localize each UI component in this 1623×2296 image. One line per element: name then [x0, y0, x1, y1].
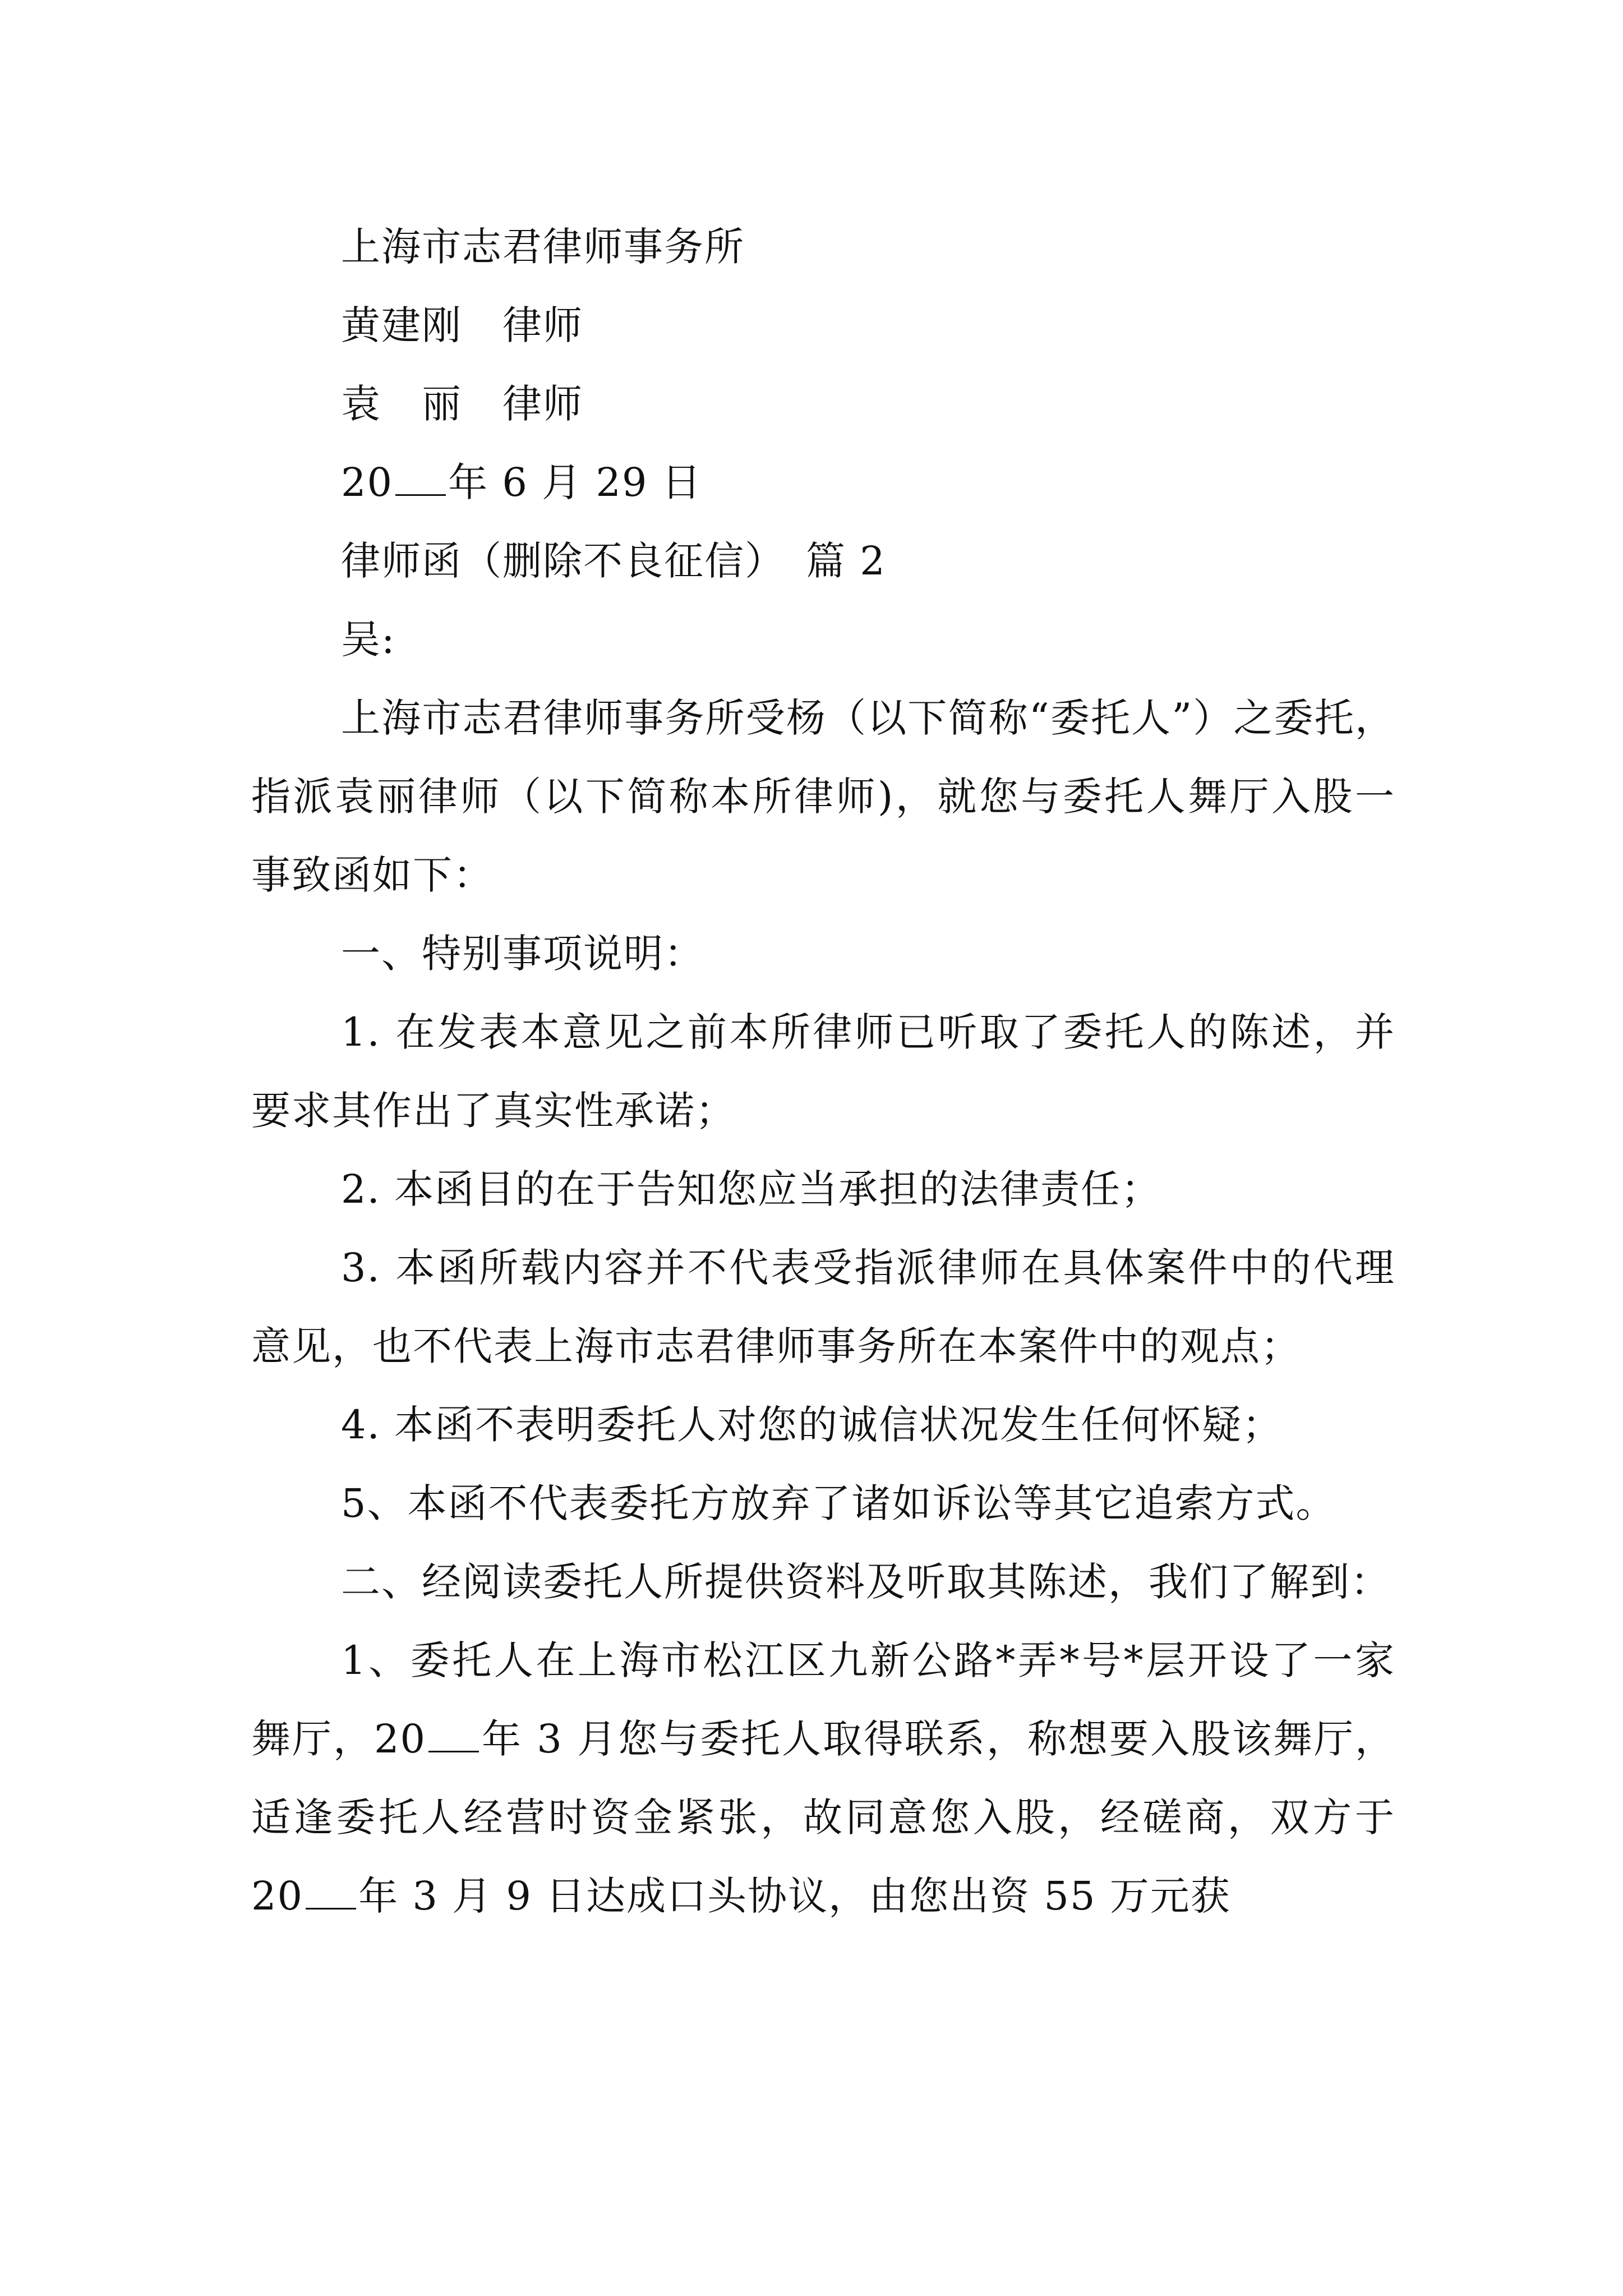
fact-paragraph-1 — [251, 1621, 1395, 1935]
note-item-2: 2. 本函目的在于告知您应当承担的法律责任； — [341, 1166, 1162, 1212]
intro-paragraph: 上海市志君律师事务所受杨（以下简称“委托人”）之委托，指派袁丽律师（以下简称本所律师)，就您与委托人舞厅入股一事致函如下： — [251, 695, 1395, 898]
date-prefix: 20 — [341, 459, 394, 505]
section-title: 律师函（删除不良征信） 篇 2 — [341, 538, 886, 584]
note-item-1: 1. 在发表本意见之前本所律师已听取了委托人的陈述，并要求其作出了真实性承诺； — [251, 1009, 1395, 1134]
firm-name: 上海市志君律师事务所 — [341, 224, 745, 270]
date-suffix: 年 6 月 29 日 — [448, 459, 702, 505]
fact1-part-c: 年 3 月 9 日达成口头协议，由您出资 55 万元获 — [358, 1873, 1231, 1919]
lawyer-name-1: 黄建刚 律师 — [341, 302, 583, 348]
note-item-4: 4. 本函不表明委托人对您的诚信状况发生任何怀疑； — [341, 1402, 1283, 1448]
fact1-part-a: 1、委托人在上海市松江区九新公路*弄*号*层开设了一家舞厅，20 — [251, 1637, 1395, 1762]
fact1-part-b: 年 3 月您与委托人取得联系，称想要入股该舞厅，适逢委托人经营时资金紧张，故同意您入股，经磋商，双方于 20 — [251, 1716, 1395, 1919]
year-blank-2 — [306, 1873, 356, 1910]
note-item-3: 3. 本函所载内容并不代表受指派律师在具体案件中的代理意见，也不代表上海市志君律师事务所在本案件中的观点； — [251, 1245, 1395, 1369]
date-blank — [395, 459, 446, 496]
note-item-5: 5、本函不代表委托方放弃了诸如诉讼等其它追索方式。 — [341, 1480, 1336, 1526]
lawyer-name-2: 袁 丽 律师 — [341, 381, 583, 427]
letter-date — [251, 443, 1395, 522]
letter-body — [251, 208, 1395, 1935]
year-blank-1 — [428, 1716, 479, 1752]
heading-special-notes: 一、特别事项说明： — [341, 931, 704, 977]
heading-facts: 二、经阅读委托人所提供资料及听取其陈述，我们了解到： — [341, 1559, 1391, 1605]
recipient: 吴: — [341, 616, 396, 662]
